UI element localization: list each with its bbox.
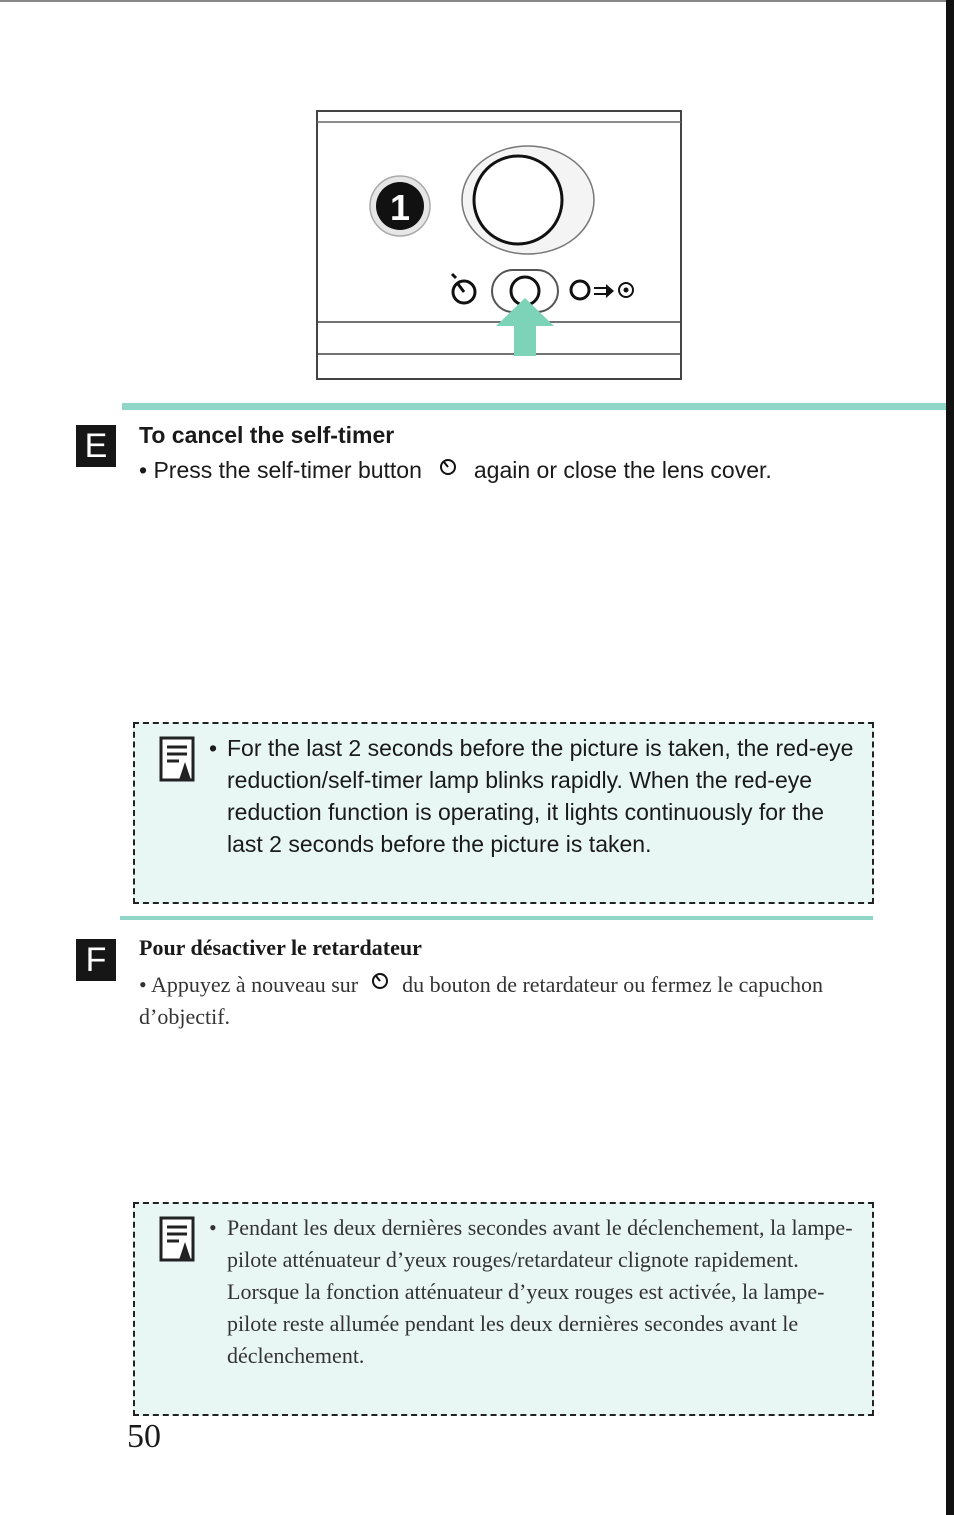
shutter-button-icon [462, 146, 594, 254]
instruction-english [139, 456, 772, 484]
instruction-french-text-1: • Appuyez à nouveau sur [139, 972, 359, 997]
instruction-french-text-2: du bouton de retardateur ou fermez le capuchon d’objectif. [139, 972, 823, 1029]
instruction-english-text-1: • Press the self-timer button [139, 457, 422, 483]
note-box-french [133, 1202, 874, 1416]
callout-number [370, 176, 430, 236]
note-french: Pendant les deux dernières secondes avant le déclenchement, la lampe-pilote atténuateur d’yeux rouges/retardateur clignote rapidement. Lorsque la fonction atténuateur d’yeux rouges est activée, la lampe-pilote reste allumée pendant les deux dernières secondes avant le déclenchement. [227, 1215, 853, 1368]
language-tag-french: F [76, 939, 116, 981]
note-text-english [209, 732, 854, 860]
self-timer-icon [422, 456, 474, 481]
bullet: • [209, 1215, 217, 1240]
self-timer-icon [358, 968, 402, 1000]
instruction-english-text-2: again or close the lens cover. [473, 457, 772, 483]
right-edge [946, 0, 954, 1515]
note-english: For the last 2 seconds before the picture is taken, the red-eye reduction/self-timer lamp blinks rapidly. When the red-eye reduction function is operating, it lights continuously for the last 2 seconds before the picture is taken. [227, 735, 854, 857]
memo-icon [159, 736, 195, 782]
camera-illustration [316, 110, 682, 380]
heading-english: To cancel the self-timer [139, 422, 395, 448]
svg-text:1: 1 [389, 187, 411, 228]
section-divider [122, 403, 946, 410]
top-edge [0, 0, 954, 2]
instruction-french [139, 968, 869, 1033]
note-box-english [133, 722, 874, 904]
heading-french: Pour désactiver le retardateur [139, 935, 422, 960]
language-tag-english: E [76, 425, 116, 467]
bullet: • [209, 735, 218, 761]
note-text-french [209, 1212, 854, 1372]
memo-icon [159, 1216, 195, 1262]
page-number: 50 [127, 1418, 161, 1455]
section-divider-french [120, 916, 873, 920]
